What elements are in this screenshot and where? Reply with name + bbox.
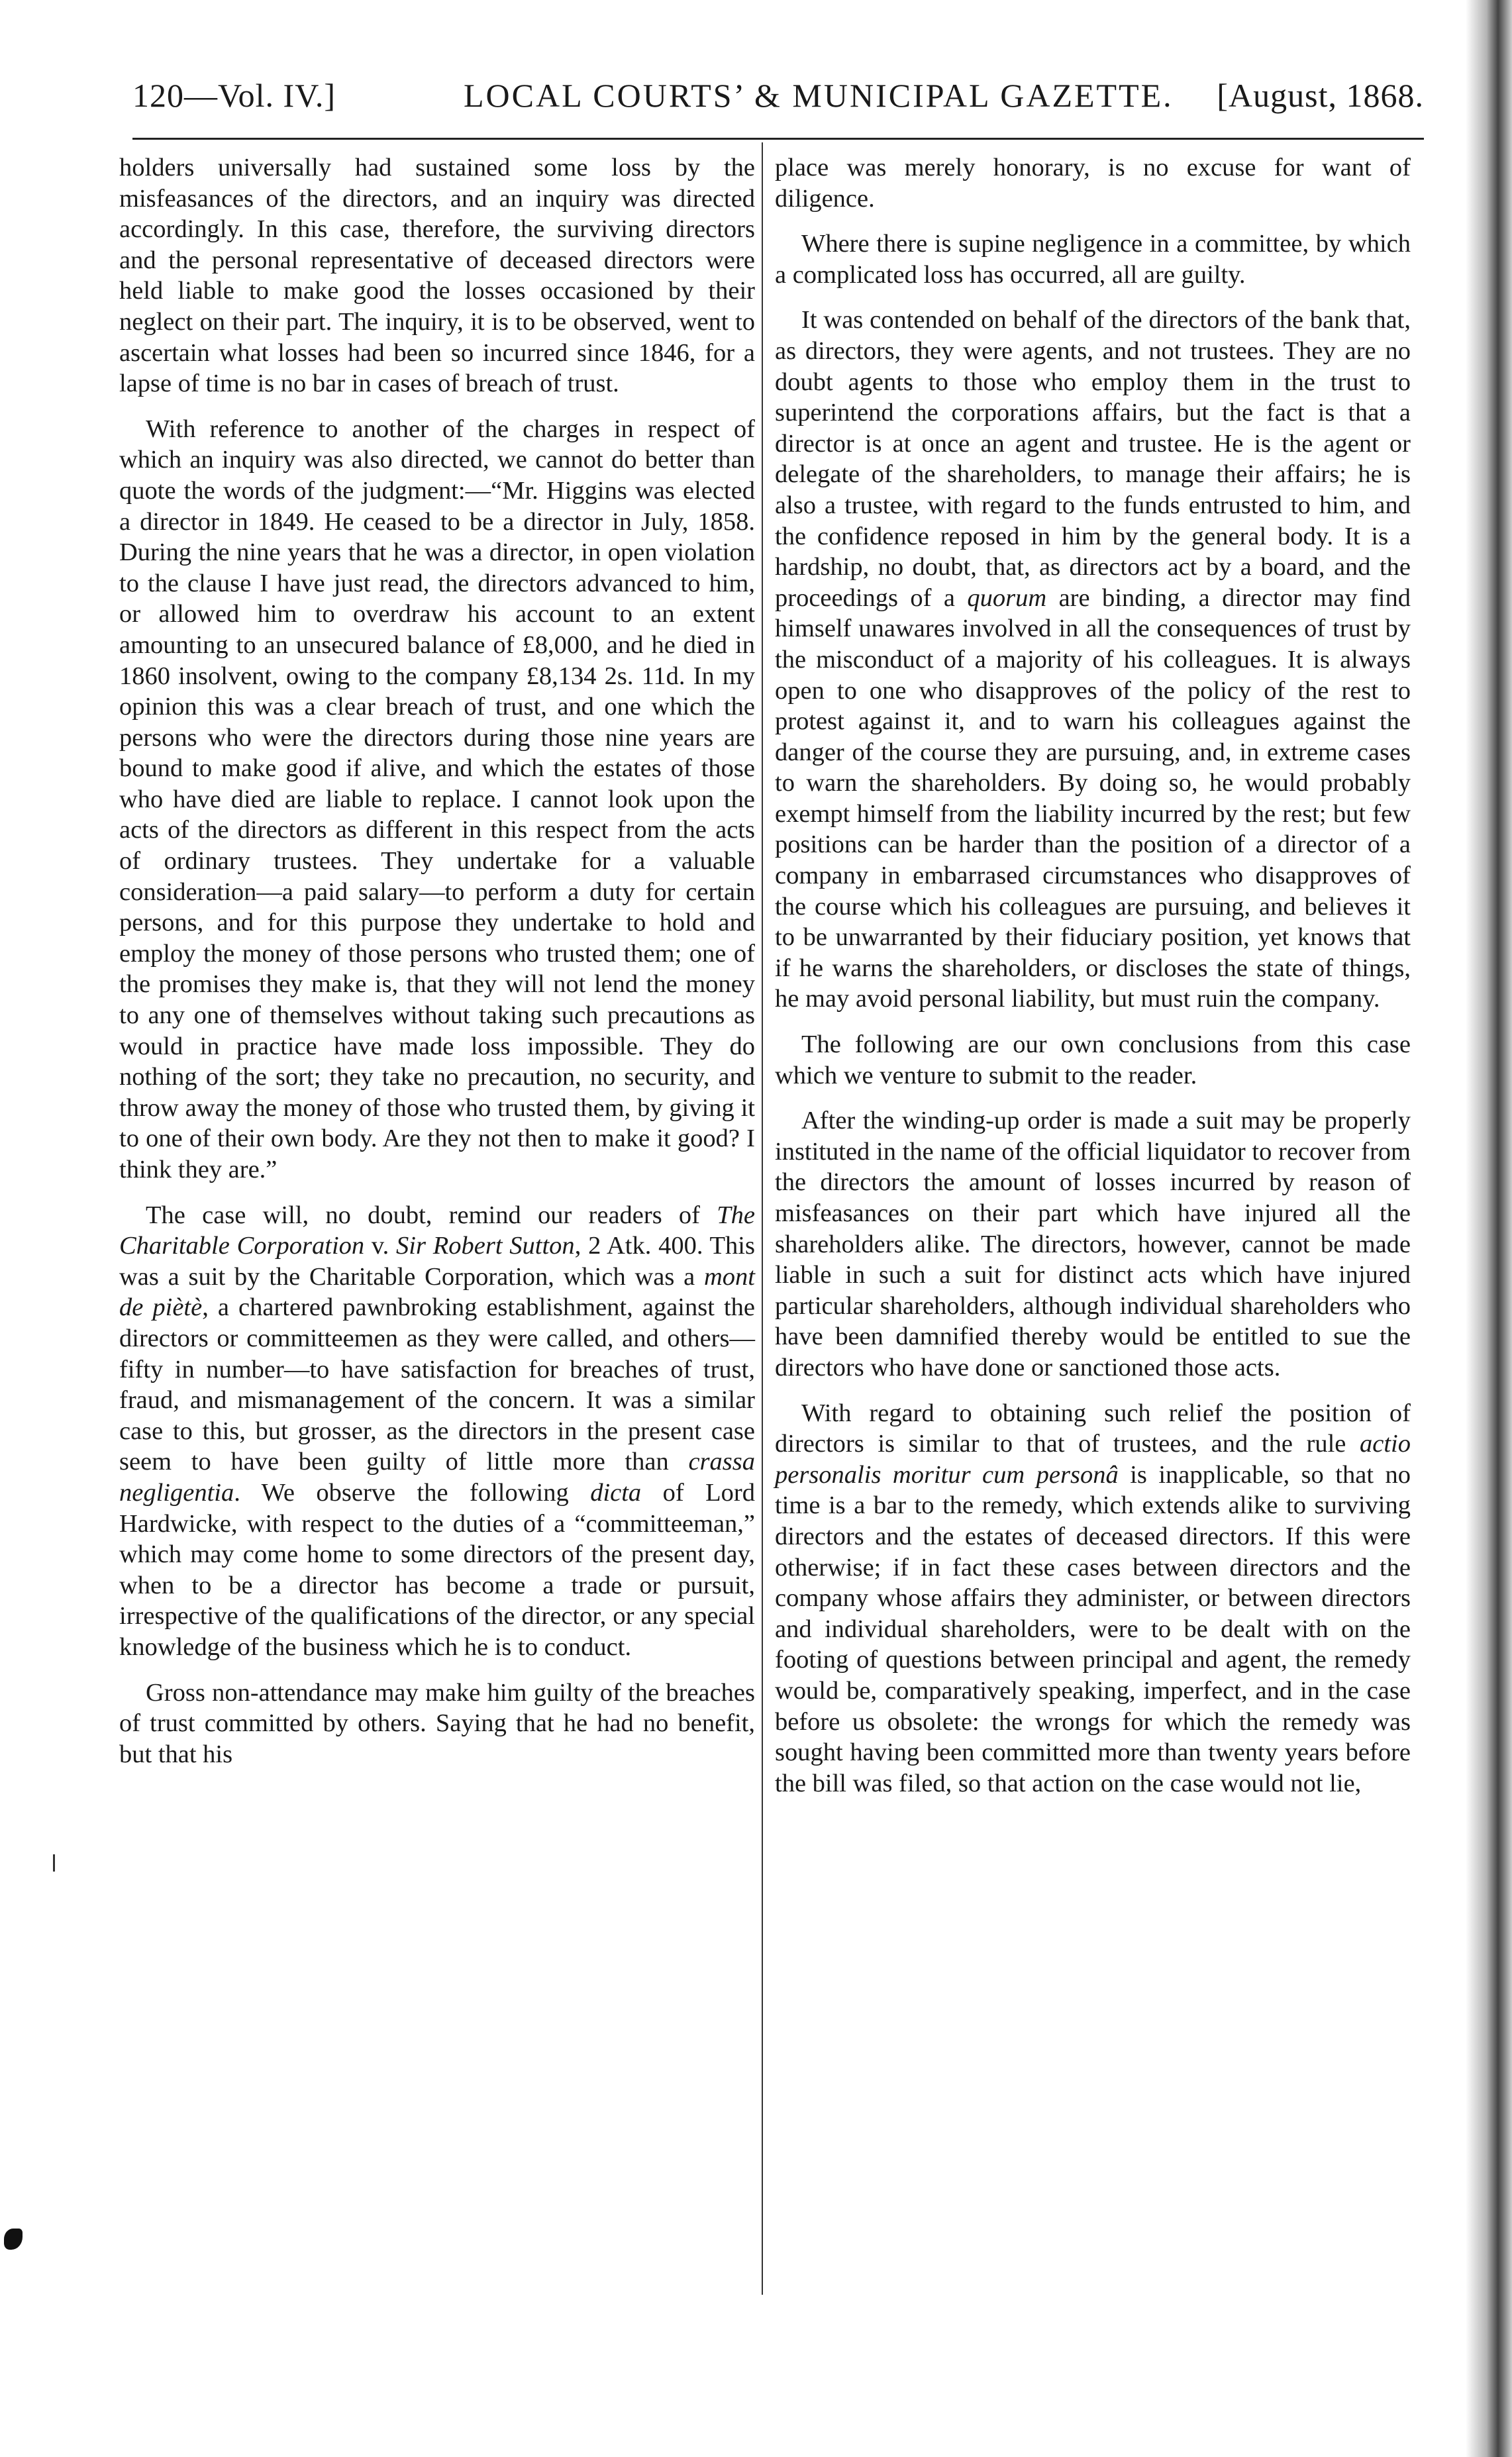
latin-term-italic: quorum [967,583,1047,612]
latin-term-italic: mont de piètè [119,1262,755,1322]
latin-term-italic: dicta [590,1478,642,1507]
ink-blot [4,2229,23,2250]
margin-mark [53,1854,55,1872]
column-divider [762,142,763,2295]
issue-date: [August, 1868. [1217,77,1424,114]
latin-term-italic: crassa negligentia [119,1448,755,1507]
paragraph: The case will, no doubt, remind our readers of The Charitable Corporation v. Sir Robert Sutton, 2 Atk. 400. This was a suit by the Charitable Corporation, which was a mont de piètè, a chartered pawnbroking establishment, against the directors or committeemen as they were called, and others—fifty in number—to have satisfaction for breaches of trust, fraud, and mismanagement of the concern. It was a similar case to this, but grosser, as the directors in the present case seem to have been guilty of little more than crassa negligentia. We observe the following dicta of Lord Hardwicke, with respect to the duties of a “committeeman,” which may come home to some directors of the present day, when to be a director has become a trade or pursuit, irrespective of the qualifications of the director, or any special knowledge of the business which he is to conduct. [119,1201,755,1661]
page-volume-label: 120—Vol. IV.] [132,77,336,114]
paragraph: Gross non-attendance may make him guilty of the breaches of trust committed by others. Saying that he had no benefit, but that his [119,1678,755,1768]
paragraph: holders universally had sustained some loss by the misfeasances of the directors, and an inquiry was directed accordingly. In this case, therefore, the surviving directors and the personal representative of deceased directors were held liable to make good the losses occasioned by their neglect on their part. The inquiry, it is to be observed, went to ascertain what losses had been so incurred since 1846, for a lapse of time is no bar in cases of breach of trust. [119,154,755,398]
paragraph: With reference to another of the charges in respect of which an inquiry was also directed, we cannot do better than quote the words of the judgment:—“Mr. Higgins was elected a director in 1849. He ceased to be a director in July, 1858. During the nine years that he was a director, in open violation to the clause I have just read, the directors advanced to him, or allowed him to overdraw his account to an extent amounting to an unsecured balance of £8,000, and he died in 1860 insolvent, owing to the company £8,134 2s. 11d. In my opinion this was a clear breach of trust, and one which the persons who were the directors during those nine years are bound to make good if alive, and which the estates of those who have died are liable to replace. I cannot look upon the acts of the directors as different in this respect from the acts of ordinary trustees. They undertake for a valuable consideration—a paid salary—to perform a duty for certain persons, and for this purpose they undertake to hold and employ the money of those persons who trusted them; one of the promises they make is, that they will not lend the money to any one of themselves without taking such precautions as would in practice have made loss impossible. They do nothing of the sort; they take no precaution, no security, and throw away the money of those who trusted them, by giving it to one of their own body. Are they not then to make it good? I think they are.” [119,415,755,1183]
paragraph: It was contended on behalf of the directors of the bank that, as directors, they were agents, and not trustees. They are no doubt agents to those who employ them in the trust to superintend the corporations affairs, but the fact is that a director is at once an agent and trustee. He is the agent or delegate of the shareholders, to manage their affairs; he is also a trustee, with regard to the funds entrusted to him, and the confidence reposed in him by the general body. It is a hardship, no doubt, that, as directors act by a board, and the proceedings of a quorum are binding, a director may find himself unawares involved in all the consequences of trust by the misconduct of a majority of his colleagues. It is always open to one who disapproves of the policy of the rest to protest against it, and to warn his colleagues against the danger of the course they are pursuing, and, in extreme cases to warn the shareholders. By doing so, he would probably exempt himself from the liability incurred by the rest; but few positions can be harder than the position of a director of a company in embarrased circumstances who disapproves of the course which his colleagues are pursuing, and believes it to be unwarranted by their fiduciary position, yet knows that if he warns the shareholders, or discloses the state of things, he may avoid personal liability, but must ruin the company. [775,306,1411,1013]
latin-maxim-italic: actio personalis moritur cum personâ [775,1430,1411,1489]
right-column [775,152,1411,1813]
paragraph: After the winding-up order is made a suit may be properly instituted in the name of the official liquidator to recover from the directors the amount of losses incurred by reason of misfeasances on their part which have injured all the shareholders alike. The directors, however, cannot be made liable in such a suit for distinct acts which have injured particular shareholders, although individual shareholders who have been damnified thereby would be entitled to sue the directors who have done or sanctioned those acts. [775,1107,1411,1381]
page-header [132,76,1424,129]
paragraph: place was merely honorary, is no excuse for want of diligence. [775,154,1411,213]
header-rule [132,138,1424,140]
paragraph: Where there is supine negligence in a committee, by which a complicated loss has occurred, all are guilty. [775,230,1411,289]
left-column [119,152,755,1784]
paragraph: With regard to obtaining such relief the position of directors is similar to that of trustees, and the rule actio personalis moritur cum personâ is inapplicable, so that no time is a bar to the remedy, which extends alike to surviving directors and the estates of deceased directors. If this were otherwise; if in fact these cases between directors and the company whose affairs they administer, or between directors and individual shareholders, were to be dealt with on the footing of questions between principal and agent, the remedy would be, comparatively speaking, imperfect, and in the case before us obsolete: the wrongs for which the remedy was sought having been committed more than twenty years before the bill was filed, so that action on the case would not lie, [775,1399,1411,1797]
binding-edge-shadow [1466,0,1512,2457]
party-name-italic: Sir Robert Sutton [396,1232,575,1260]
paragraph: The following are our own conclusions from this case which we venture to submit to the reader. [775,1030,1411,1089]
case-name-italic: The Charitable Corporation [119,1201,755,1260]
publication-title: LOCAL COURTS’ & MUNICIPAL GAZETTE. [464,77,1174,114]
